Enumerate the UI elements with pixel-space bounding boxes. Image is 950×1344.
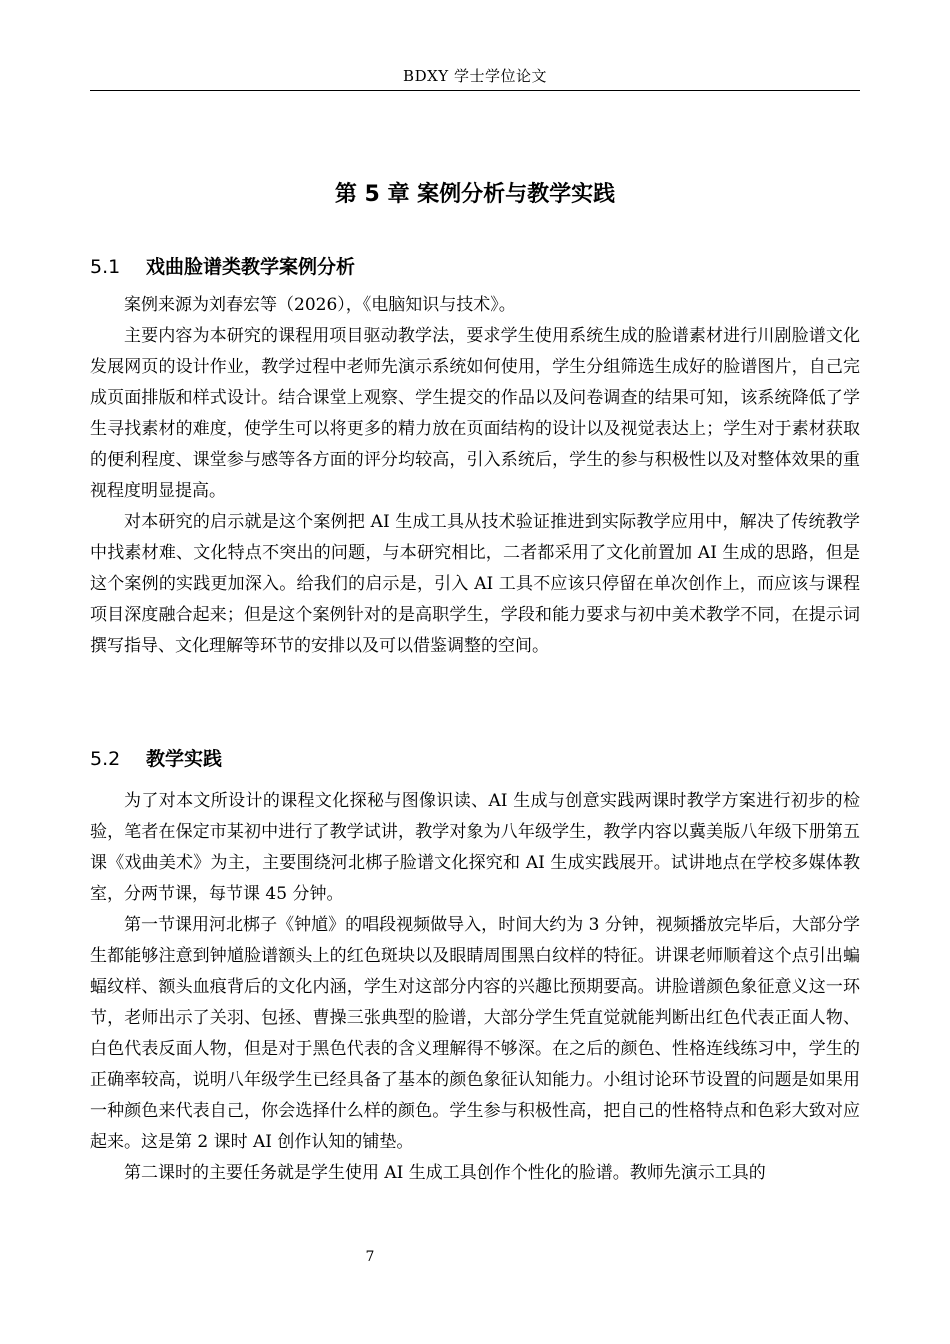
running-header: BDXY 学士学位论文 [403, 67, 547, 85]
section-heading-5-2 [90, 744, 860, 774]
section-heading-5-1 [90, 252, 860, 282]
paragraph: 为了对本文所设计的课程文化探秘与图像识读、AI 生成与创意实践两课时教学方案进行初步的检验，笔者在保定市某初中进行了教学试讲，教学对象为八年级学生，教学内容以冀美版八年级下册第五课《戏曲美术》为主，主要围绕河北梆子脸谱文化探究和 AI 生成实践展开。试讲地点在学校多媒体教室，分两节课，每节课 45 分钟。 [90, 791, 860, 904]
paragraph: 案例来源为刘春宏等（2026），《电脑知识与技术》。 [124, 295, 516, 315]
paragraph: 主要内容为本研究的课程用项目驱动教学法，要求学生使用系统生成的脸谱素材进行川剧脸谱文化发展网页的设计作业，教学过程中老师先演示系统如何使用，学生分组筛选生成好的脸谱图片，自己完成页面排版和样式设计。结合课堂上观察、学生提交的作品以及问卷调查的结果可知，该系统降低了学生寻找素材的难度，使学生可以将更多的精力放在页面结构的设计以及视觉表达上；学生对于素材获取的便利程度、课堂参与感等各方面的评分均较高，引入系统后，学生的参与积极性以及对整体效果的重视程度明显提高。 [90, 326, 860, 501]
paragraph: 第二课时的主要任务就是学生使用 AI 生成工具创作个性化的脸谱。教师先演示工具的 [124, 1163, 766, 1183]
section-body-5-2 [90, 786, 860, 1189]
section-title: 教学实践 [146, 748, 223, 770]
section-body-5-1 [90, 290, 860, 662]
paragraph: 第一节课用河北梆子《钟馗》的唱段视频做导入，时间大约为 3 分钟，视频播放完毕后，大部分学生都能够注意到钟馗脸谱额头上的红色斑块以及眼睛周围黑白纹样的特征。讲课老师顺着这个点引出蝙蝠纹样、额头血痕背后的文化内涵，学生对这部分内容的兴趣比预期要高。讲脸谱颜色象征意义这一环节，老师出示了关羽、包拯、曹操三张典型的脸谱，大部分学生凭直觉就能判断出红色代表正面人物、白色代表反面人物，但是对于黑色代表的含义理解得不够深。在之后的颜色、性格连线练习中，学生的正确率较高，说明八年级学生已经具备了基本的颜色象征认知能力。小组讨论环节设置的问题是如果用一种颜色来代表自己，你会选择什么样的颜色。学生参与积极性高，把自己的性格特点和色彩大致对应起来。这是第 2 课时 AI 创作认知的铺垫。 [90, 915, 860, 1152]
page-number: 7 [365, 1249, 375, 1265]
section-number: 5.1 [90, 256, 121, 278]
section-title: 戏曲脸谱类教学案例分析 [146, 256, 356, 278]
paragraph: 对本研究的启示就是这个案例把 AI 生成工具从技术验证推进到实际教学应用中，解决了传统教学中找素材难、文化特点不突出的问题，与本研究相比，二者都采用了文化前置加 AI 生成的思路，但是这个案例的实践更加深入。给我们的启示是，引入 AI 工具不应该只停留在单次创作上，而应该与课程项目深度融合起来；但是这个案例针对的是高职学生，学段和能力要求与初中美术教学不同，在提示词撰写指导、文化理解等环节的安排以及可以借鉴调整的空间。 [90, 512, 860, 656]
header-rule [90, 90, 860, 91]
section-number: 5.2 [90, 748, 121, 770]
chapter-title: 第 5 章 案例分析与教学实践 [334, 182, 616, 207]
